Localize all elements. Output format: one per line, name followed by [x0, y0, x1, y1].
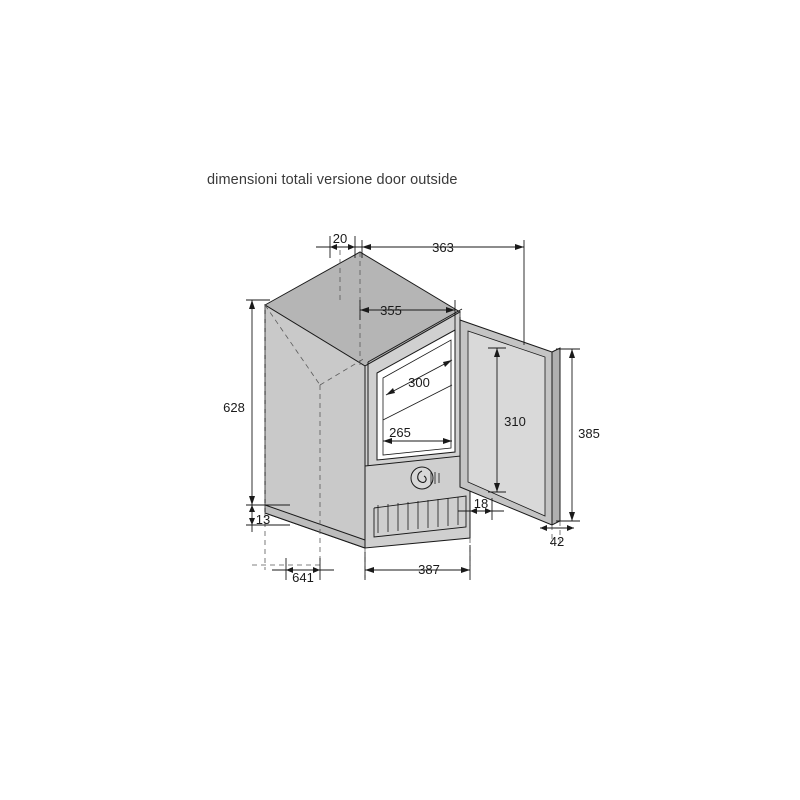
dimension-label-310: 310: [504, 414, 526, 429]
dimension-label-385: 385: [578, 426, 600, 441]
dimension-label-300: 300: [408, 375, 430, 390]
control-knob-icon: [411, 467, 433, 489]
dimension-label-20: 20: [332, 231, 348, 246]
dimension-42: [540, 525, 574, 531]
door-thickness-edge: [552, 348, 560, 525]
dimension-label-355: 355: [380, 303, 402, 318]
dimension-label-363: 363: [432, 240, 454, 255]
lower-grille-panel: [365, 455, 470, 548]
dimension-label-387: 387: [418, 562, 440, 577]
dimension-label-628: 628: [223, 400, 245, 415]
dimension-label-18: 18: [473, 496, 489, 511]
dimension-label-641: 641: [292, 570, 314, 585]
dimension-label-42: 42: [549, 534, 565, 549]
diagram-caption: dimensioni totali versione door outside: [207, 172, 458, 188]
dimension-label-13: 13: [255, 512, 271, 527]
dimension-label-265: 265: [389, 425, 411, 440]
